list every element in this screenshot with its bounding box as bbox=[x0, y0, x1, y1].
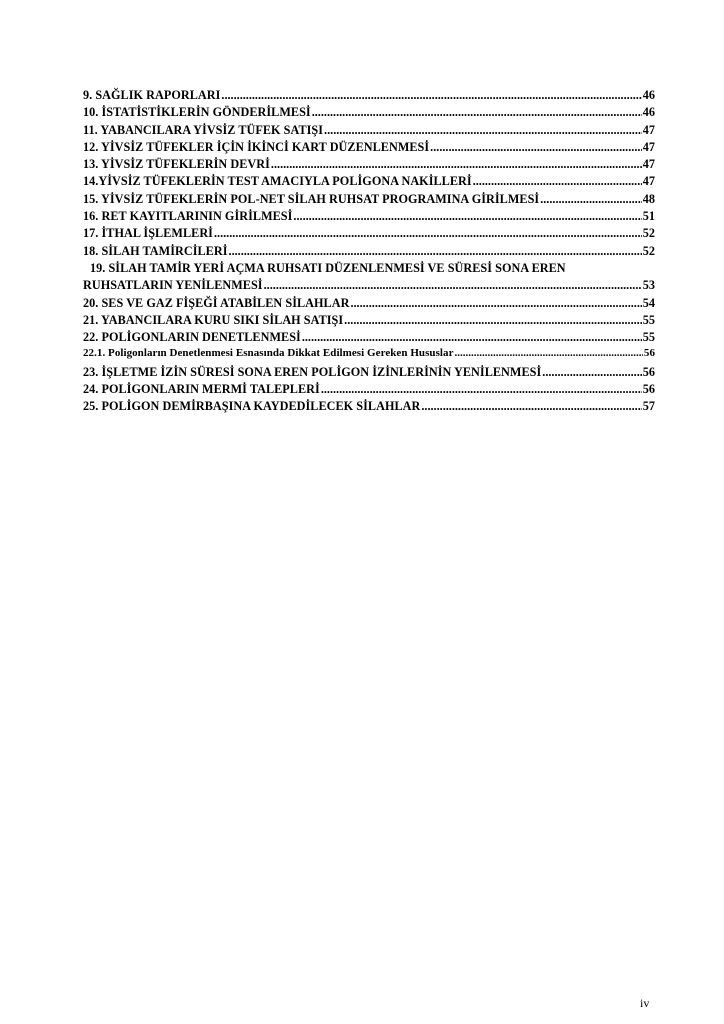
toc-entry-title: 21. YABANCILARA KURU SIKI SİLAH SATIŞI bbox=[83, 312, 344, 327]
toc-entry-title: 20. SES VE GAZ FİŞEĞİ ATABİLEN SİLAHLAR bbox=[83, 295, 350, 310]
toc-entry[interactable] bbox=[83, 157, 655, 174]
toc-entry-title: 25. POLİGON DEMİRBAŞINA KAYDEDİLECEK SİLAHLAR bbox=[83, 399, 421, 414]
toc-entry-title: 18. SİLAH TAMİRCİLERİ bbox=[83, 243, 228, 258]
toc-leader-dots bbox=[271, 157, 642, 172]
toc-entry-page: 57 bbox=[642, 399, 655, 414]
toc-entry-multiline-second[interactable] bbox=[83, 278, 655, 295]
toc-entry-title: 12. YİVSİZ TÜFEKLER İÇİN İKİNCİ KART DÜZENLENMESİ bbox=[83, 139, 430, 154]
toc-entry-page: 47 bbox=[642, 157, 655, 172]
toc-leader-dots bbox=[312, 105, 642, 120]
toc-entry-title: 23. İŞLETME İZİN SÜRESİ SONA EREN POLİGON İZİNLERİNİN YENİLENMESİ bbox=[83, 364, 542, 379]
toc-entry-page: 52 bbox=[642, 243, 655, 258]
toc-entry-title: 13. YİVSİZ TÜFEKLERİN DEVRİ bbox=[83, 157, 270, 172]
toc-entry-title: 14.YİVSİZ TÜFEKLERİN TEST AMACIYLA POLİGONA NAKİLLERİ bbox=[83, 174, 472, 189]
toc-entry-title: 16. RET KAYITLARININ GİRİLMESİ bbox=[83, 209, 293, 224]
toc-leader-dots bbox=[344, 313, 642, 328]
toc-leader-dots bbox=[264, 278, 642, 293]
toc-entry[interactable] bbox=[83, 399, 655, 416]
toc-entry-page: 48 bbox=[642, 191, 655, 206]
toc-entry-title: 19. SİLAH TAMİR YERİ AÇMA RUHSATI DÜZENLENMESİ VE SÜRESİ SONA EREN bbox=[90, 260, 566, 275]
toc-entry[interactable] bbox=[83, 330, 655, 347]
toc-leader-dots bbox=[321, 382, 642, 397]
toc-entry-page: 47 bbox=[642, 174, 655, 189]
toc-entry-title: 22.1. Poligonların Denetlenmesi Esnasında Dikkat Edilmesi Gereken Hususlar bbox=[83, 347, 454, 360]
table-of-contents bbox=[83, 88, 655, 417]
toc-entry[interactable] bbox=[83, 123, 655, 140]
toc-leader-dots bbox=[221, 88, 641, 103]
toc-leader-dots bbox=[542, 365, 641, 380]
toc-entry-page: 55 bbox=[642, 312, 655, 327]
toc-entry-page: 54 bbox=[642, 295, 655, 310]
toc-entry-title: 24. POLİGONLARIN MERMİ TALEPLERİ bbox=[83, 382, 320, 397]
toc-leader-dots bbox=[540, 192, 642, 207]
toc-entry-multiline-first[interactable] bbox=[83, 261, 655, 278]
toc-entry-title: 11. YABANCILARA YİVSİZ TÜFEK SATIŞI bbox=[83, 122, 324, 137]
toc-entry[interactable] bbox=[83, 88, 655, 105]
toc-entry[interactable] bbox=[83, 226, 655, 243]
toc-leader-dots bbox=[350, 296, 641, 311]
toc-entry[interactable] bbox=[83, 105, 655, 122]
toc-entry-title: RUHSATLARIN YENİLENMESİ bbox=[83, 278, 263, 293]
toc-leader-dots bbox=[293, 209, 641, 224]
toc-entry[interactable] bbox=[83, 209, 655, 226]
toc-entry-page: 47 bbox=[642, 139, 655, 154]
page-number: iv bbox=[640, 996, 650, 1010]
toc-entry-page: 47 bbox=[642, 122, 655, 137]
toc-entry-page: 56 bbox=[642, 382, 655, 397]
toc-entry-title: 10. İSTATİSTİKLERİN GÖNDERİLMESİ bbox=[83, 105, 311, 120]
toc-entry[interactable] bbox=[83, 382, 655, 399]
toc-entry-page: 56 bbox=[643, 347, 655, 360]
toc-entry[interactable] bbox=[83, 313, 655, 330]
toc-entry-page: 46 bbox=[642, 105, 655, 120]
toc-entry-page: 51 bbox=[642, 209, 655, 224]
toc-leader-dots bbox=[324, 123, 642, 138]
toc-entry-title: 15. YİVSİZ TÜFEKLERİN POL-NET SİLAH RUHSAT PROGRAMINA GİRİLMESİ bbox=[83, 191, 540, 206]
toc-entry-page: 53 bbox=[642, 278, 655, 293]
toc-leader-dots bbox=[473, 174, 642, 189]
toc-entry-page: 52 bbox=[642, 226, 655, 241]
toc-entry-page: 46 bbox=[642, 88, 655, 102]
toc-entry-title: 22. POLİGONLARIN DENETLENMESİ bbox=[83, 330, 301, 345]
toc-leader-dots bbox=[302, 330, 642, 345]
toc-entry[interactable] bbox=[83, 244, 655, 261]
toc-leader-dots bbox=[229, 244, 642, 259]
toc-subentry[interactable] bbox=[83, 347, 655, 364]
toc-entry-title: 17. İTHAL İŞLEMLERİ bbox=[83, 226, 213, 241]
toc-leader-dots bbox=[455, 347, 643, 359]
toc-entry-title: 9. SAĞLIK RAPORLARI bbox=[83, 88, 221, 102]
toc-entry-page: 55 bbox=[642, 330, 655, 345]
toc-entry-page: 56 bbox=[642, 364, 655, 379]
toc-leader-dots bbox=[421, 399, 641, 414]
toc-entry[interactable] bbox=[83, 140, 655, 157]
toc-entry[interactable] bbox=[83, 174, 655, 191]
toc-entry[interactable] bbox=[83, 296, 655, 313]
toc-leader-dots bbox=[430, 140, 642, 155]
toc-entry[interactable] bbox=[83, 365, 655, 382]
toc-leader-dots bbox=[214, 226, 642, 241]
toc-entry[interactable] bbox=[83, 192, 655, 209]
